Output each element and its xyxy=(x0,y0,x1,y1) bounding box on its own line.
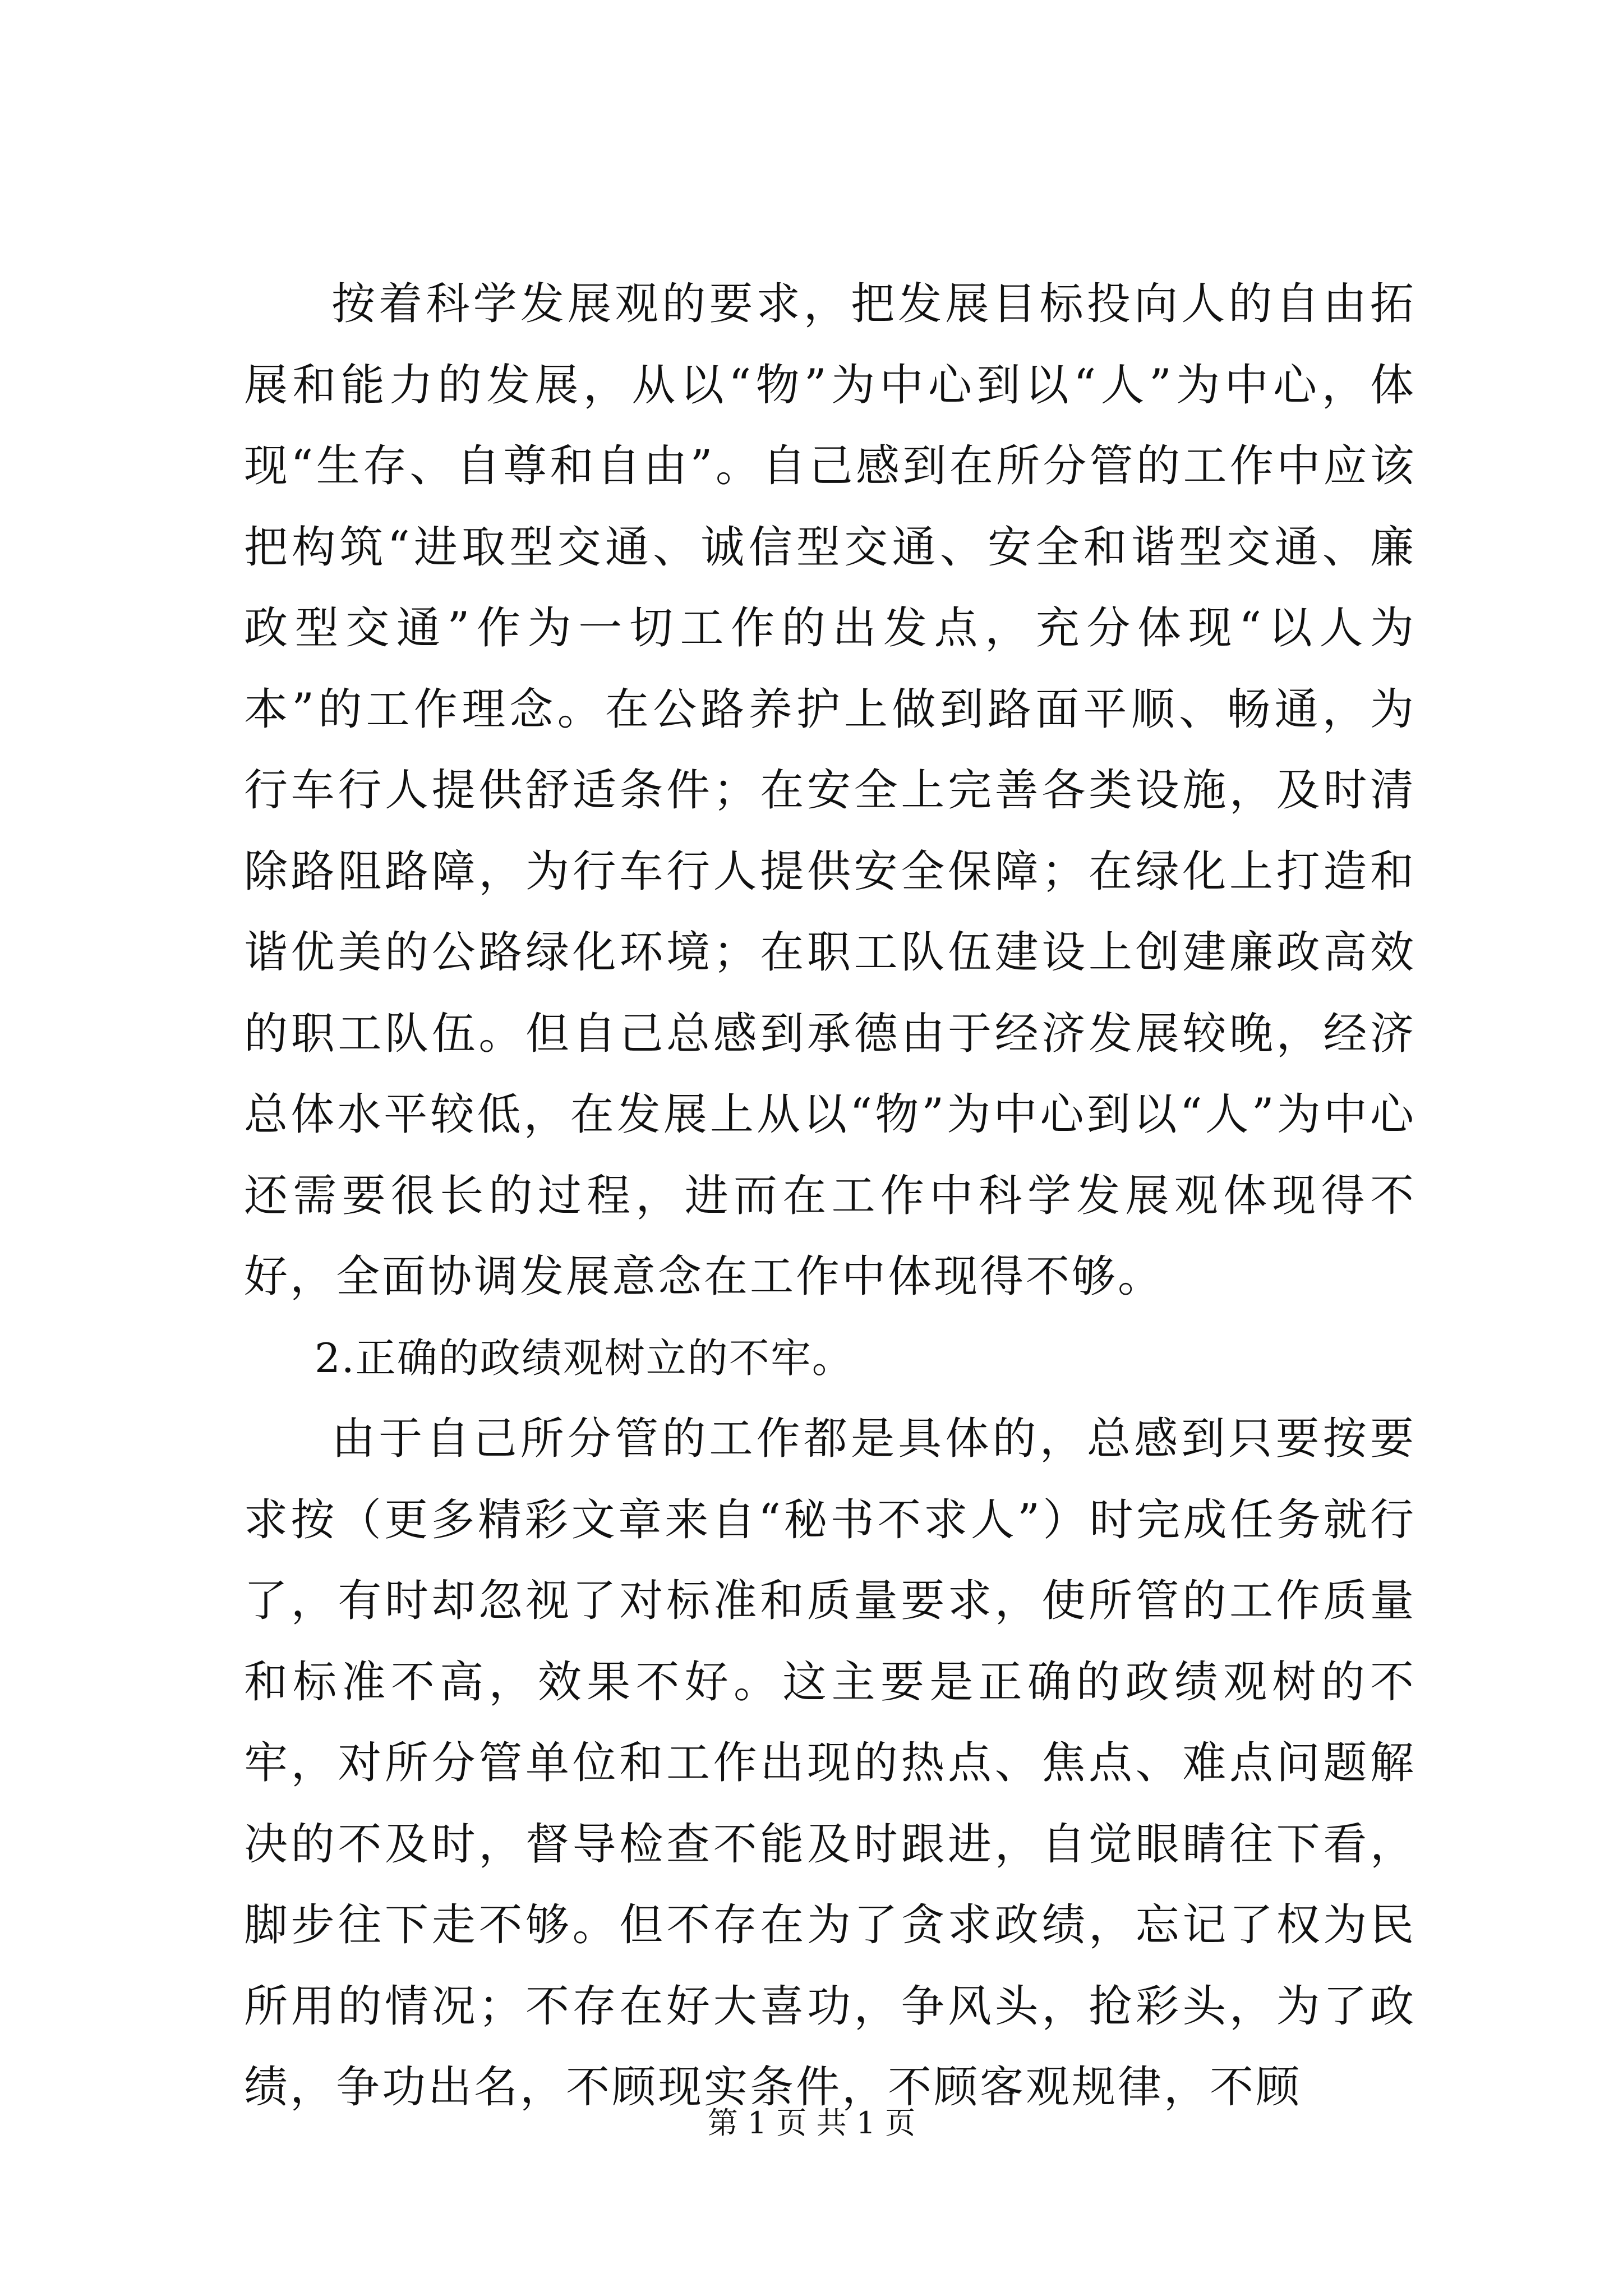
page-footer: 第 1 页 共 1 页 xyxy=(707,2105,916,2141)
document-body xyxy=(244,264,1416,2128)
paragraph-scientific-development: 按着科学发展观的要求，把发展目标投向人的自由拓展和能力的发展，从以“物”为中心到以“人”为中心，体现“生存、自尊和自由”。自己感到在所分管的工作中应该把构筑“进取型交通、诚信型交通、安全和谐型交通、廉政型交通”作为一切工作的出发点，充分体现“以人为本”的工作理念。在公路养护上做到路面平顺、畅通，为行车行人提供舒适条件；在安全上完善各类设施，及时清除路阻路障，为行车行人提供安全保障；在绿化上打造和谐优美的公路绿化环境；在职工队伍建设上创建廉政高效的职工队伍。但自己总感到承德由于经济发展较晚，经济总体水平较低，在发展上从以“物”为中心到以“人”为中心还需要很长的过程，进而在工作中科学发展观体现得不好，全面协调发展意念在工作中体现得不够。 xyxy=(244,279,1416,1302)
section-heading-political-achievement: 2.正确的政绩观树立的不牢。 xyxy=(315,1334,854,1382)
paragraph-political-achievement: 由于自己所分管的工作都是具体的，总感到只要按要求按（更多精彩文章来自“秘书不求人”）时完成任务就行了，有时却忽视了对标准和质量要求，使所管的工作质量和标准不高，效果不好。这主要是正确的政绩观树的不牢，对所分管单位和工作出现的热点、焦点、难点问题解决的不及时，督导检查不能及时跟进，自觉眼睛往下看，脚步往下走不够。但不存在为了贪求政绩，忘记了权为民所用的情况；不存在好大喜功，争风头，抢彩头，为了政绩，争功出名，不顾现实条件，不顾客观规律，不顾 xyxy=(244,1414,1416,2113)
